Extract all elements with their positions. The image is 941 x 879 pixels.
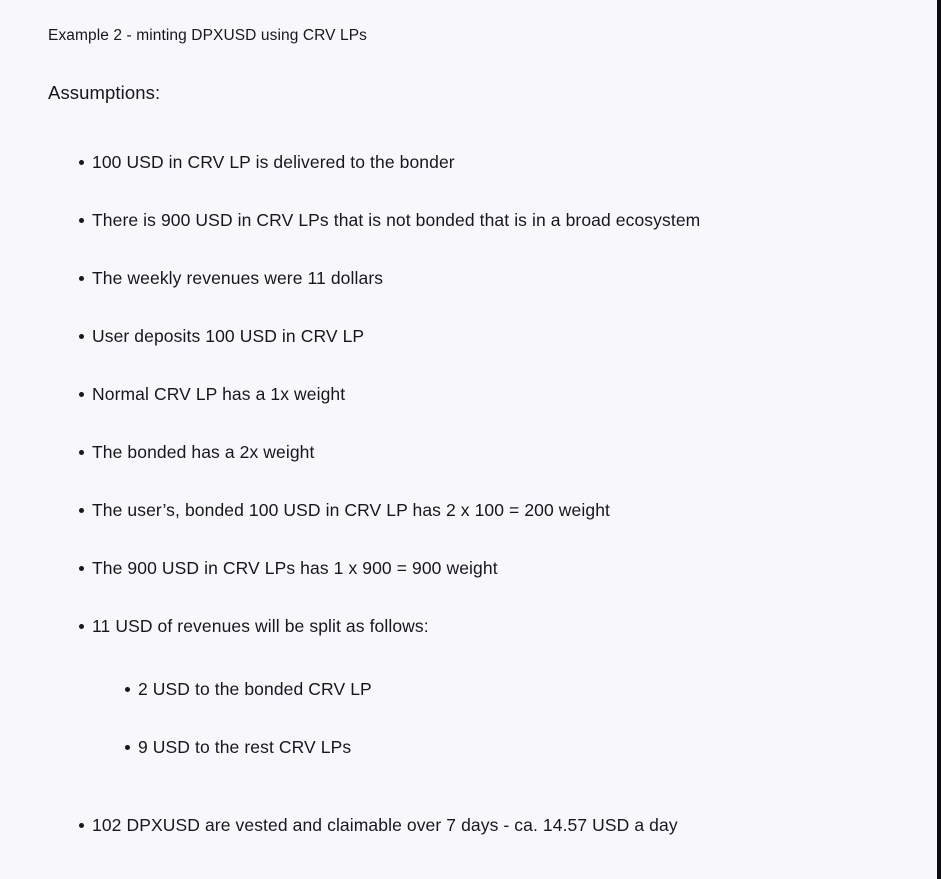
- list-item: [0, 614, 937, 672]
- list-item: [0, 208, 937, 266]
- bullet-dot-icon: [79, 392, 84, 397]
- list-item: [0, 556, 937, 614]
- bullet-dot-icon: [79, 823, 84, 828]
- list-item: [0, 382, 937, 440]
- list-item-label: 100 USD in CRV LP is delivered to the bonder: [92, 152, 455, 172]
- list-item: [0, 324, 937, 382]
- assumptions-bullet-list: [0, 150, 937, 871]
- list-item-label: The 900 USD in CRV LPs has 1 x 900 = 900 weight: [92, 558, 498, 578]
- bullet-dot-icon: [79, 276, 84, 281]
- bullet-dot-icon: [125, 745, 130, 750]
- list-item-label: 2 USD to the bonded CRV LP: [138, 679, 372, 699]
- list-item-label: 11 USD of revenues will be split as follows:: [92, 616, 429, 636]
- list-item: [0, 266, 937, 324]
- bullet-dot-icon: [79, 218, 84, 223]
- list-item-label: The user’s, bonded 100 USD in CRV LP has 2 x 100 = 200 weight: [92, 500, 610, 520]
- bullet-dot-icon: [79, 566, 84, 571]
- list-item: [0, 735, 937, 793]
- list-item: [0, 150, 937, 208]
- section-heading-assumptions: Assumptions:: [48, 82, 161, 103]
- list-item-label: The bonded has a 2x weight: [92, 442, 315, 462]
- list-item: [0, 498, 937, 556]
- bullet-dot-icon: [79, 334, 84, 339]
- list-item: [0, 813, 937, 871]
- list-item-label: 102 DPXUSD are vested and claimable over 7 days - ca. 14.57 USD a day: [92, 815, 678, 835]
- list-item-label: Normal CRV LP has a 1x weight: [92, 384, 346, 404]
- list-item: [0, 677, 937, 735]
- list-item-label: 9 USD to the rest CRV LPs: [138, 737, 352, 757]
- bullet-dot-icon: [79, 450, 84, 455]
- list-item-label: The weekly revenues were 11 dollars: [92, 268, 384, 288]
- list-item-label: There is 900 USD in CRV LPs that is not bonded that is in a broad ecosystem: [92, 210, 701, 230]
- bullet-dot-icon: [79, 508, 84, 513]
- right-edge-strip: [937, 0, 941, 879]
- list-item: [0, 440, 937, 498]
- list-item-label: User deposits 100 USD in CRV LP: [92, 326, 365, 346]
- bullet-dot-icon: [79, 624, 84, 629]
- bullet-dot-icon: [79, 160, 84, 165]
- page-title: Example 2 - minting DPXUSD using CRV LPs: [48, 27, 368, 44]
- bullet-dot-icon: [125, 687, 130, 692]
